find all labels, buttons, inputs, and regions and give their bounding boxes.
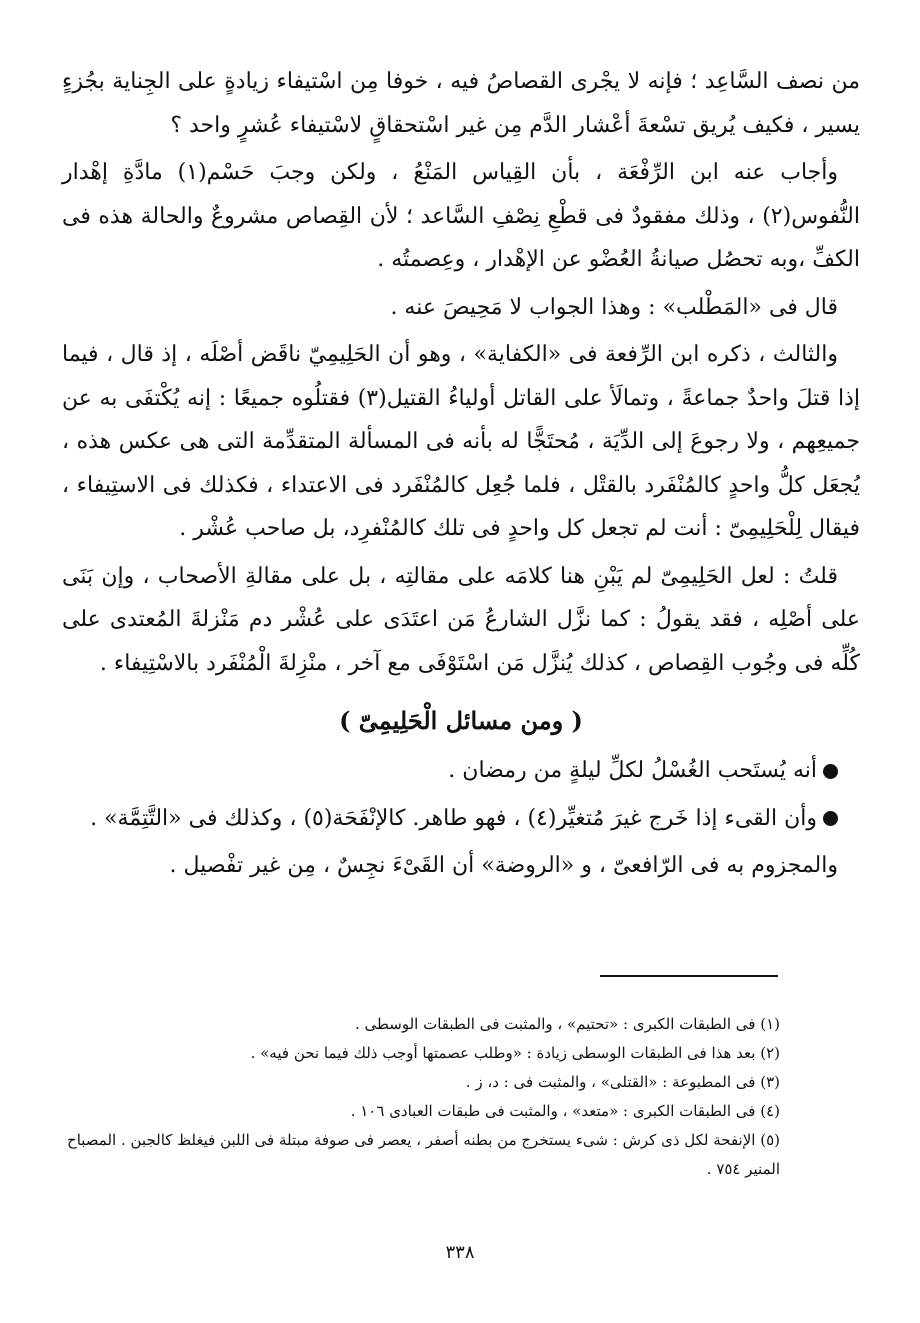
bullet-item-2 <box>62 797 860 841</box>
footnote-5: (٥) الإنفحة لكل ذى كرش : شىء يستخرج من بطنه أصفر ، يعصر فى صوفة مبتلة فى اللبن فيغلظ كالجبن . المصباح المنير ٧٥٤ . <box>67 1131 780 1178</box>
bullet-dot-icon <box>823 764 838 779</box>
footnote-3: (٣) فى المطبوعة : «القتلى» ، والمثبت فى : د، ز . <box>465 1073 780 1091</box>
bullet-item-1-text: أنه يُستَحب الغُسْلُ لكلِّ ليلةٍ من رمضان . <box>448 758 817 783</box>
footnotes <box>62 1010 780 1184</box>
paragraph-1: من نصف السَّاعِد ؛ فإنه لا يجْرى القصاصُ فيه ، خوفا مِن اسْتيفاء زيادةٍ على الجِناية بجُزءٍ يسير ، فكيف يُريق تسْعةَ أعْشار الدَّم مِن غير اسْتحقاقٍ لاسْتيفاء عُشرٍ واحد ؟ <box>62 69 860 138</box>
paragraph-4: والثالث ، ذكره ابن الرِّفعة فى «الكفاية» ، وهو أن الحَلِيمِيّ ناقَض أصْلَه ، إذ قال ، فيما إذا قتلَ واحدٌ جماعةً ، وتمالَأ على القاتل أولياءُ القتيل(٣) فقتلُوه جميعًا : إنه يُكْتفَى به عن جميعِهم ، ولا رجوعَ إلى الدِّيَة ، مُحتَجًّا له بأنه فى المسألة المتقدِّمة التى هى عكس هذه ، يُجعَل كلُّ واحدٍ كالمُنْفَرد بالقتْل ، فلما جُعِل كالمُنْفَرد فى الاعتداء ، فكذلك فى الاستِيفاء ، فيقال لِلْحَلِيمِىّ : أنت لم تجعل كل واحدٍ فى تلك كالمُنْفرِد، بل صاحب عُشْر . <box>62 342 860 541</box>
page-number: ٣٣٨ <box>445 1242 475 1263</box>
footnote-2: (٢) بعد هذا فى الطبقات الوسطى زيادة : «وطلب عصمتها أوجب ذلك فيما نحن فيه» . <box>250 1044 780 1062</box>
paragraph-5: قلتُ : لعل الحَلِيمِىّ لم يَبْنِ هنا كلامَه على مقالتِه ، بل على مقالةِ الأصحاب ، وإن بَنَى على أصْلِه ، فقد يقولُ : كما نزَّل الشارعُ مَن اعتَدَى على عُشْر دم مَنْزلةَ المُعتدى على كُلِّه فى وجُوب القِصاص ، كذلك يُنزَّل مَن اسْتَوْفَى مع آخر ، منْزِلةَ الْمُنْفَرد بالاسْتِيفاء . <box>62 563 860 676</box>
paragraph-6: والمجزوم به فى الرّافعىّ ، و «الروضة» أن القَىْءَ نجِسٌ ، مِن غير تفْصيل . <box>169 853 838 878</box>
paragraph-2: وأجاب عنه ابن الرِّفْعَة ، بأن القِياس المَنْعُ ، ولكن وجبَ حَسْم(١) مادَّةِ إهْدار النُّفوس(٢) ، وذلك مفقودٌ فى قطْعِ نِصْفِ السَّاعد ؛ لأن القِصاص مشروعٌ والحالة هذه فى الكفِّ ،وبه تحصُل صيانةُ العُضْو عن الإهْدار ، وعِصمتُه . <box>62 160 860 272</box>
bullet-item-2-text: وأن القىء إذا خَرج غيرَ مُتغيِّر(٤) ، فهو طاهر. كالإنْفَحَة(٥) ، وكذلك فى «التَّتِمَّة» . <box>90 805 817 831</box>
main-text <box>62 60 860 892</box>
footnote-1: (١) فى الطبقات الكبرى : «تحتيم» ، والمثبت فى الطبقات الوسطى . <box>354 1015 780 1033</box>
section-heading: ( ومن مسائل الْحَلِيمِىّ ) <box>339 706 583 735</box>
footnote-4: (٤) فى الطبقات الكبرى : «متعد» ، والمثبت فى طبقات العبادى ١٠٦ . <box>350 1102 780 1120</box>
bullet-dot-icon <box>823 811 838 826</box>
footnote-divider <box>600 975 778 977</box>
bullet-item-1 <box>62 749 860 793</box>
paragraph-3: قال فى «المَطْلب» : وهذا الجواب لا مَحِيصَ عنه . <box>390 294 838 320</box>
